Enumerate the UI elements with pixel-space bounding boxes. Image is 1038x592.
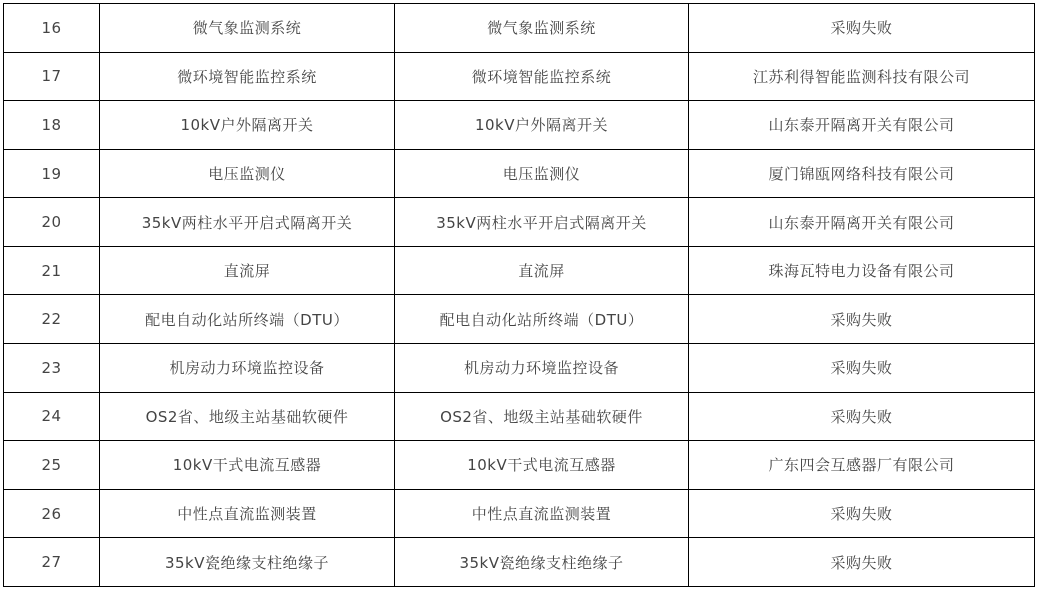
item-name-cell: 微气象监测系统 <box>100 4 395 53</box>
result-cell: 广东四会互感器厂有限公司 <box>689 441 1035 490</box>
table-row <box>4 101 1035 150</box>
result-cell: 采购失败 <box>689 4 1035 53</box>
item-name-cell: 电压监测仪 <box>100 149 395 198</box>
item-name-cell: 10kV户外隔离开关 <box>100 101 395 150</box>
table-row <box>4 489 1035 538</box>
result-cell: 采购失败 <box>689 489 1035 538</box>
table-row <box>4 441 1035 490</box>
table-row <box>4 198 1035 247</box>
item-name-repeat-cell: 直流屏 <box>395 246 689 295</box>
result-cell: 采购失败 <box>689 538 1035 587</box>
item-name-cell: 直流屏 <box>100 246 395 295</box>
item-name-cell: 配电自动化站所终端（DTU） <box>100 295 395 344</box>
result-cell: 采购失败 <box>689 392 1035 441</box>
row-number-cell: 17 <box>4 52 100 101</box>
table-row <box>4 538 1035 587</box>
item-name-cell: 机房动力环境监控设备 <box>100 344 395 393</box>
item-name-repeat-cell: 中性点直流监测装置 <box>395 489 689 538</box>
item-name-cell: 10kV干式电流互感器 <box>100 441 395 490</box>
item-name-cell: 中性点直流监测装置 <box>100 489 395 538</box>
item-name-repeat-cell: 微气象监测系统 <box>395 4 689 53</box>
table-row <box>4 295 1035 344</box>
item-name-cell: 35kV两柱水平开启式隔离开关 <box>100 198 395 247</box>
row-number-cell: 23 <box>4 344 100 393</box>
row-number-cell: 16 <box>4 4 100 53</box>
item-name-repeat-cell: 电压监测仪 <box>395 149 689 198</box>
procurement-results-table-wrap <box>3 3 1035 587</box>
table-row <box>4 344 1035 393</box>
row-number-cell: 22 <box>4 295 100 344</box>
item-name-repeat-cell: 35kV瓷绝缘支柱绝缘子 <box>395 538 689 587</box>
item-name-repeat-cell: 微环境智能监控系统 <box>395 52 689 101</box>
item-name-repeat-cell: 配电自动化站所终端（DTU） <box>395 295 689 344</box>
row-number-cell: 25 <box>4 441 100 490</box>
row-number-cell: 21 <box>4 246 100 295</box>
item-name-repeat-cell: OS2省、地级主站基础软硬件 <box>395 392 689 441</box>
table-row <box>4 392 1035 441</box>
item-name-repeat-cell: 10kV干式电流互感器 <box>395 441 689 490</box>
item-name-repeat-cell: 机房动力环境监控设备 <box>395 344 689 393</box>
result-cell: 采购失败 <box>689 295 1035 344</box>
result-cell: 山东泰开隔离开关有限公司 <box>689 198 1035 247</box>
item-name-cell: OS2省、地级主站基础软硬件 <box>100 392 395 441</box>
row-number-cell: 27 <box>4 538 100 587</box>
result-cell: 厦门锦瓯网络科技有限公司 <box>689 149 1035 198</box>
item-name-repeat-cell: 10kV户外隔离开关 <box>395 101 689 150</box>
item-name-cell: 微环境智能监控系统 <box>100 52 395 101</box>
result-cell: 珠海瓦特电力设备有限公司 <box>689 246 1035 295</box>
table-body <box>4 4 1035 587</box>
row-number-cell: 20 <box>4 198 100 247</box>
item-name-cell: 35kV瓷绝缘支柱绝缘子 <box>100 538 395 587</box>
table-row <box>4 149 1035 198</box>
table-row <box>4 52 1035 101</box>
row-number-cell: 19 <box>4 149 100 198</box>
item-name-repeat-cell: 35kV两柱水平开启式隔离开关 <box>395 198 689 247</box>
result-cell: 山东泰开隔离开关有限公司 <box>689 101 1035 150</box>
result-cell: 江苏利得智能监测科技有限公司 <box>689 52 1035 101</box>
result-cell: 采购失败 <box>689 344 1035 393</box>
procurement-results-table <box>3 3 1035 587</box>
table-row <box>4 4 1035 53</box>
table-row <box>4 246 1035 295</box>
row-number-cell: 26 <box>4 489 100 538</box>
row-number-cell: 24 <box>4 392 100 441</box>
row-number-cell: 18 <box>4 101 100 150</box>
